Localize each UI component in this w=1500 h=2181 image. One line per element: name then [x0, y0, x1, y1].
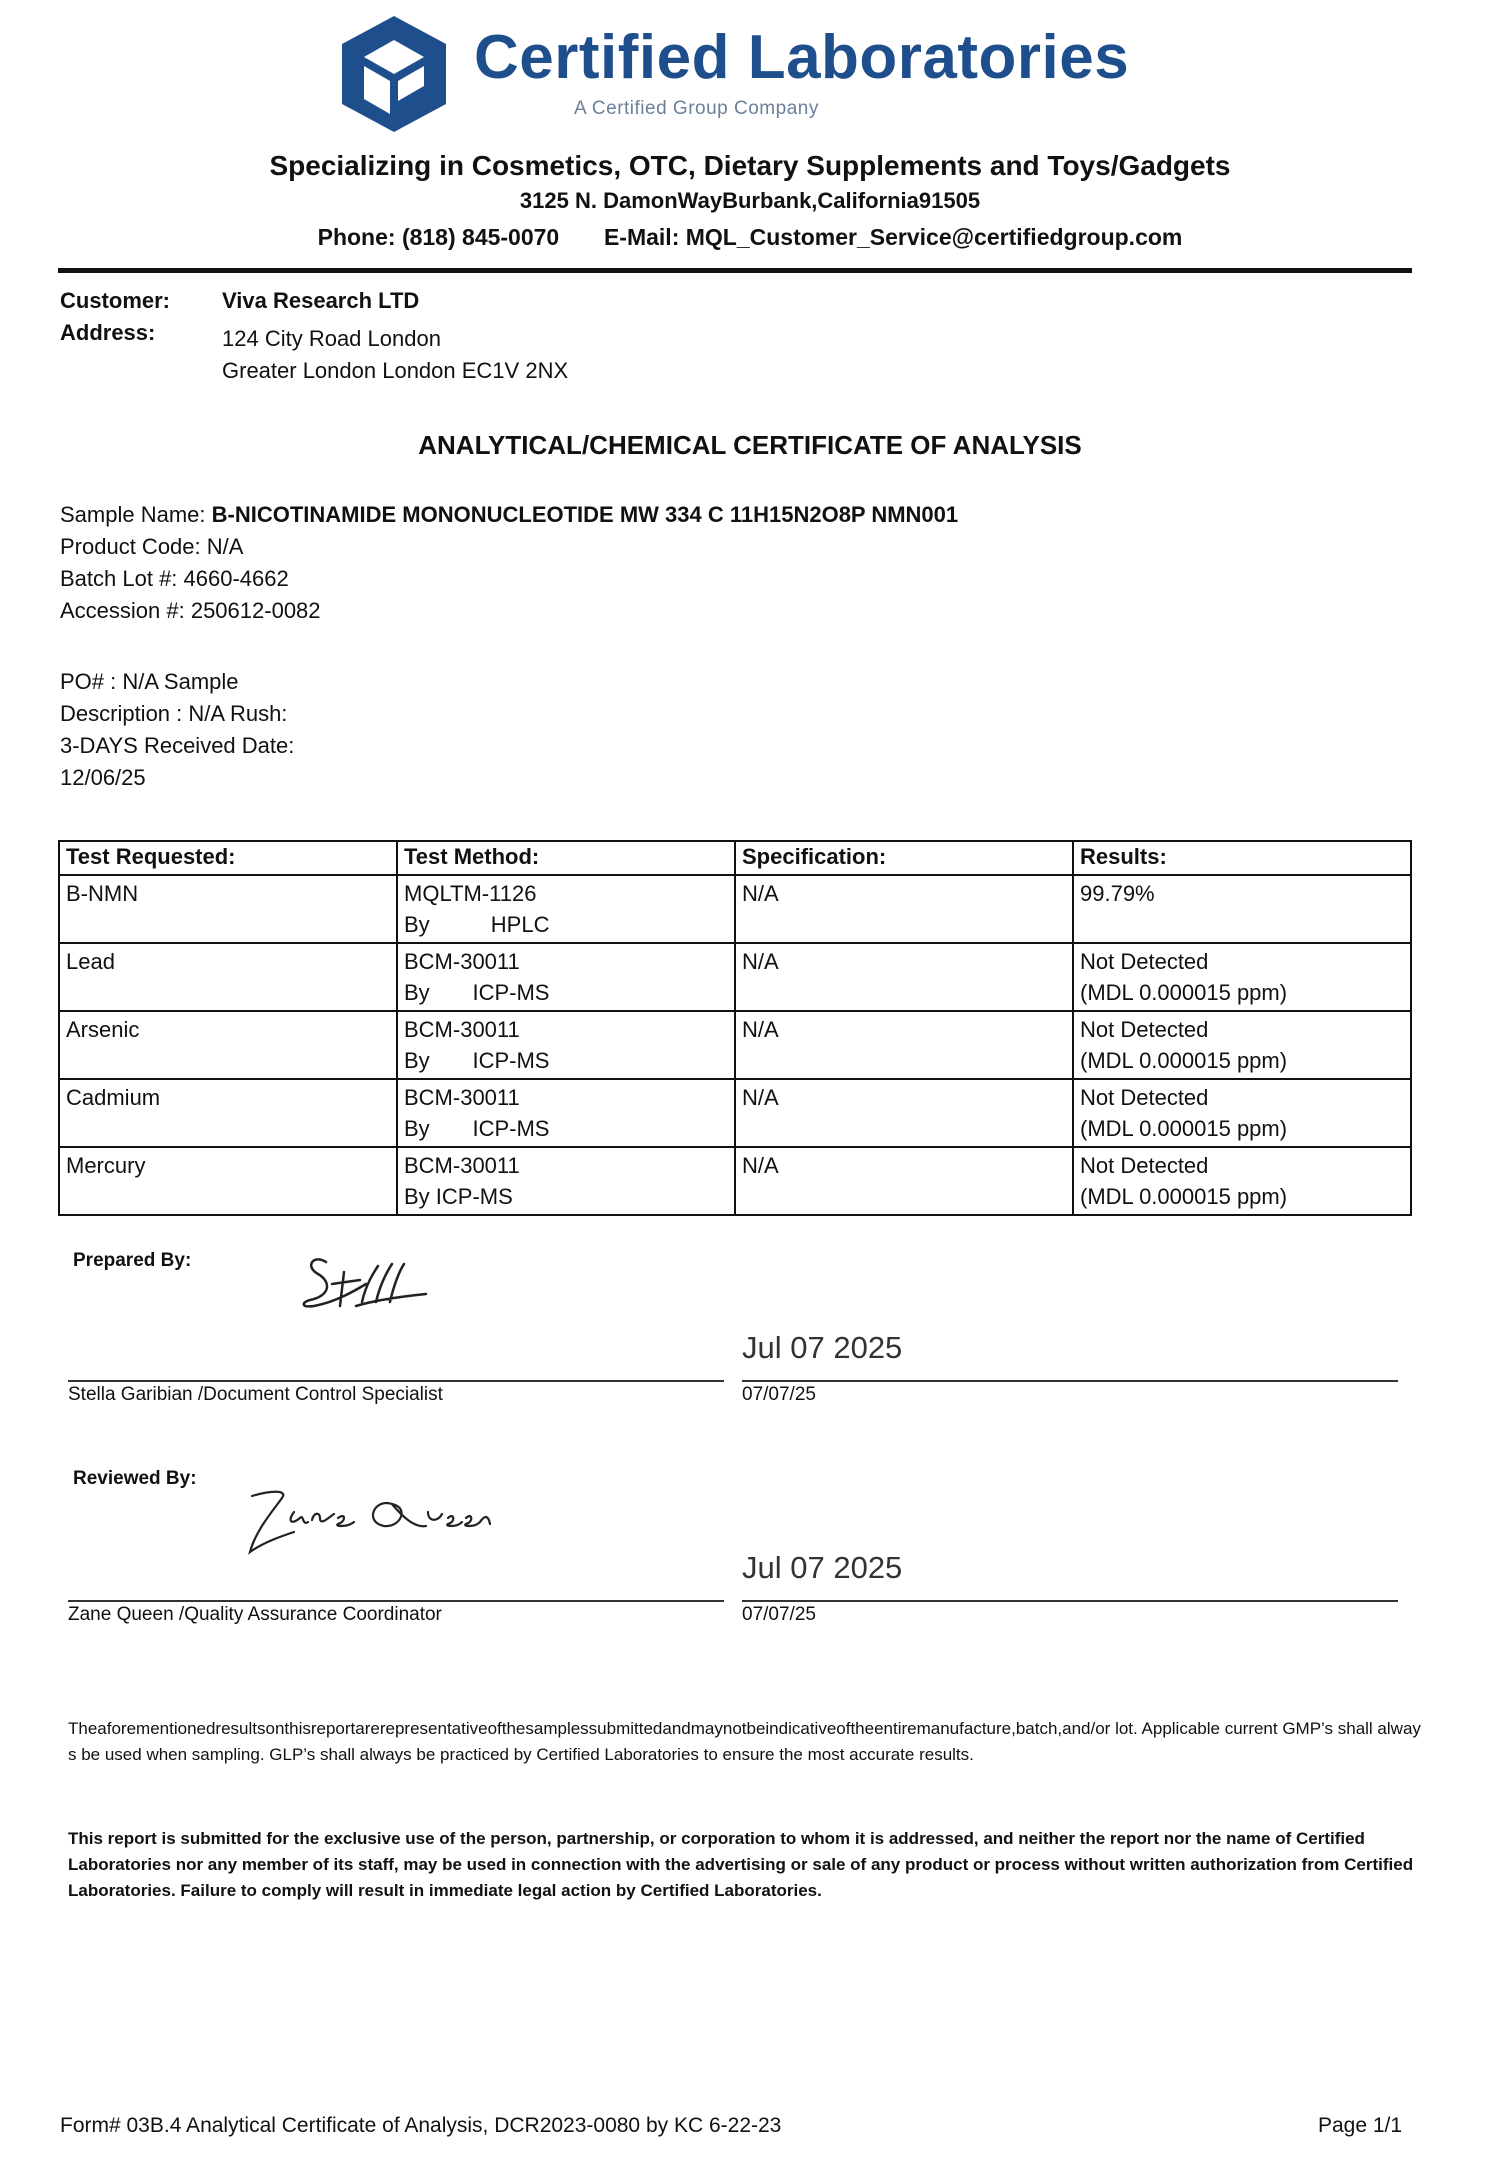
reviewed-by-label: Reviewed By:	[73, 1468, 197, 1489]
method-cell	[397, 1011, 735, 1079]
method-code: BCM-30011	[404, 1153, 520, 1178]
brand-tagline: A Certified Group Company	[574, 98, 819, 119]
result-value: Not Detected	[1080, 1085, 1209, 1110]
result-value: Not Detected	[1080, 949, 1209, 974]
lab-address: 3125 N. DamonWayBurbank,California91505	[519, 188, 981, 213]
prepared-date-stamp: Jul 07 2025	[742, 1330, 903, 1365]
spec-cell: N/A	[735, 1079, 1073, 1147]
address-line-1: 124 City Road London	[222, 326, 441, 351]
phone-text: Phone: (818) 845-0070	[317, 224, 560, 250]
reviewed-name-rule	[68, 1600, 724, 1602]
email-text: E-Mail: MQL_Customer_Service@certifiedgroup.com	[603, 224, 1183, 250]
page-number: Page 1/1	[1318, 2114, 1403, 2137]
method-code: MQLTM-1126	[404, 881, 537, 906]
table-row	[59, 1011, 1411, 1079]
method-code: BCM-30011	[404, 1017, 520, 1042]
po-line-1: PO# : N/A Sample	[60, 669, 239, 694]
prepared-date: 07/07/25	[742, 1384, 816, 1405]
address-label: Address:	[60, 320, 156, 345]
result-cell	[1073, 1011, 1411, 1079]
header-divider	[58, 268, 1412, 273]
specializing-line: Specializing in Cosmetics, OTC, Dietary Supplements and Toys/Gadgets	[269, 150, 1231, 181]
customer-label: Customer:	[60, 288, 171, 313]
test-cell: Lead	[59, 943, 397, 1011]
table-header-row	[59, 841, 1411, 875]
prepared-date-rule	[742, 1380, 1398, 1382]
table-row	[59, 1147, 1411, 1215]
method-code: BCM-30011	[404, 1085, 520, 1110]
prepared-by-label: Prepared By:	[73, 1250, 192, 1271]
result-cell	[1073, 875, 1411, 943]
reviewed-by-name: Zane Queen /Quality Assurance Coordinator	[68, 1604, 442, 1625]
result-value: Not Detected	[1080, 1017, 1209, 1042]
result-cell	[1073, 1147, 1411, 1215]
test-cell: Mercury	[59, 1147, 397, 1215]
product-code: Product Code: N/A	[60, 534, 244, 559]
result-mdl: (MDL 0.000015 ppm)	[1080, 980, 1288, 1005]
customer-value: Viva Research LTD	[222, 288, 420, 313]
method-technique: By HPLC	[404, 912, 550, 937]
result-cell	[1073, 943, 1411, 1011]
method-cell	[397, 1147, 735, 1215]
header-results: Results:	[1073, 841, 1411, 875]
method-technique: By ICP-MS	[404, 1048, 550, 1073]
spec-cell: N/A	[735, 943, 1073, 1011]
accession-number: Accession #: 250612-0082	[60, 598, 321, 623]
table-row	[59, 875, 1411, 943]
po-line-2: Description : N/A Rush:	[60, 701, 288, 726]
certificate-title: ANALYTICAL/CHEMICAL CERTIFICATE OF ANALYSIS	[418, 430, 1082, 460]
test-cell: Arsenic	[59, 1011, 397, 1079]
result-value: Not Detected	[1080, 1153, 1209, 1178]
result-mdl: (MDL 0.000015 ppm)	[1080, 1184, 1288, 1209]
test-cell: B-NMN	[59, 875, 397, 943]
table-row	[59, 943, 1411, 1011]
method-cell	[397, 1079, 735, 1147]
reviewed-signature	[242, 1482, 502, 1562]
po-line-3: 3-DAYS Received Date:	[60, 733, 295, 758]
reviewed-date: 07/07/25	[742, 1604, 816, 1625]
method-cell	[397, 943, 735, 1011]
contact-line	[0, 224, 1500, 251]
table-row	[59, 1079, 1411, 1147]
form-number: Form# 03B.4 Analytical Certificate of Analysis, DCR2023-0080 by KC 6-22-23	[60, 2114, 782, 2137]
sample-name	[60, 502, 958, 528]
sample-name-value: B-NICOTINAMIDE MONONUCLEOTIDE MW 334 C 11H15N2O8P NMN001	[211, 502, 959, 527]
prepared-by-name: Stella Garibian /Document Control Specialist	[68, 1384, 443, 1405]
prepared-name-rule	[68, 1380, 724, 1382]
method-technique: By ICP-MS	[404, 1184, 513, 1209]
results-table	[58, 840, 1412, 1216]
result-value: 99.79%	[1080, 881, 1155, 906]
spec-cell: N/A	[735, 875, 1073, 943]
reviewed-date-rule	[742, 1600, 1398, 1602]
prepared-signature	[296, 1244, 446, 1324]
spec-cell: N/A	[735, 1147, 1073, 1215]
result-mdl: (MDL 0.000015 ppm)	[1080, 1048, 1288, 1073]
header-test-method: Test Method:	[397, 841, 735, 875]
method-code: BCM-30011	[404, 949, 520, 974]
disclaimer-usage: This report is submitted for the exclusive use of the person, partnership, or corporation to whom it is addressed, and neither the report nor the name of Certified Laboratories nor any member of its staff, may be used in connection with the advertising or sale of any product or process without written authorization from Certified Laboratories. Failure to comply will result in immediate legal action by Certified Laboratories.	[68, 1829, 1414, 1900]
result-cell	[1073, 1079, 1411, 1147]
disclaimer-results: Theaforementionedresultsonthisreportarerepresentativeofthesamplessubmittedandmaynotbeindicativeoftheentiremanufacture,batch,and/or lot. Applicable current GMP’s shall always be used when sampling. GLP’s shall always be practiced by Certified Laboratories to ensure the most accurate results.	[68, 1719, 1421, 1764]
method-technique: By ICP-MS	[404, 980, 550, 1005]
certified-cube-logo-icon	[334, 14, 454, 134]
header-specification: Specification:	[735, 841, 1073, 875]
address-line-2: Greater London London EC1V 2NX	[222, 358, 569, 383]
method-technique: By ICP-MS	[404, 1116, 550, 1141]
result-mdl: (MDL 0.000015 ppm)	[1080, 1116, 1288, 1141]
spec-cell: N/A	[735, 1011, 1073, 1079]
sample-name-label: Sample Name:	[60, 502, 212, 527]
brand-name: Certified Laboratories	[474, 23, 1130, 92]
received-date: 12/06/25	[60, 765, 146, 790]
reviewed-date-stamp: Jul 07 2025	[742, 1550, 903, 1585]
test-cell: Cadmium	[59, 1079, 397, 1147]
batch-lot: Batch Lot #: 4660-4662	[60, 566, 289, 591]
header-test-requested: Test Requested:	[59, 841, 397, 875]
method-cell	[397, 875, 735, 943]
